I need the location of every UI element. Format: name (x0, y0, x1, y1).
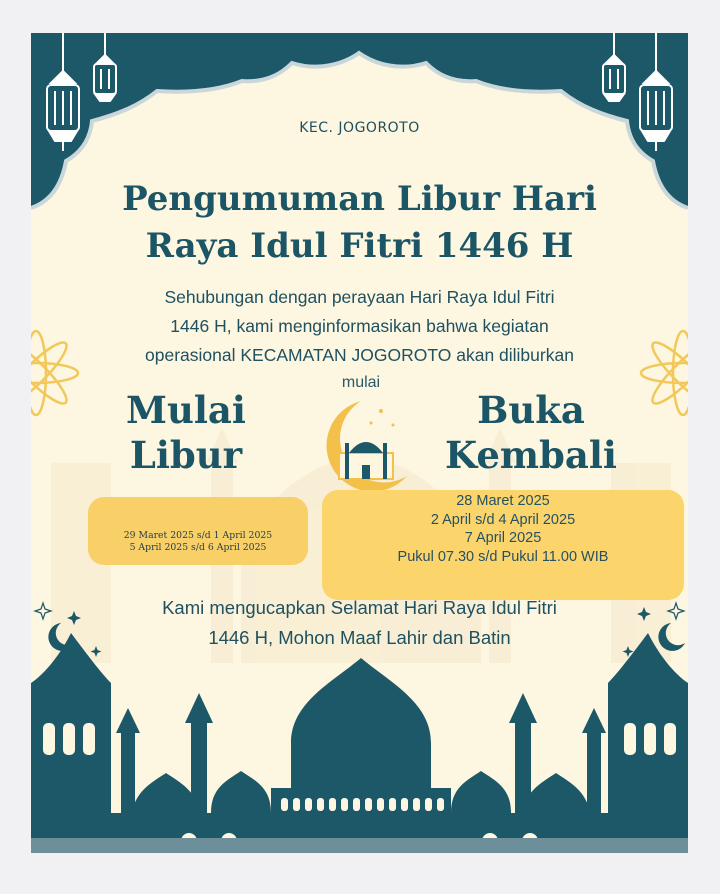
intro-paragraph (71, 283, 648, 370)
heading-line: Libur (129, 433, 243, 477)
date-line: 7 April 2025 (464, 530, 542, 546)
date-line: 29 Maret 2025 s/d 1 April 2025 (123, 530, 273, 541)
closing-line: Kami mengucapkan Selamat Hari Raya Idul Fitri (162, 597, 557, 618)
district-name: KEC. JOGOROTO (299, 120, 420, 136)
crescent-mosque-icon (327, 401, 407, 492)
lantern-icon (603, 33, 625, 101)
lantern-icon (94, 33, 116, 101)
intro-line: Sehubungan dengan perayaan Hari Raya Idul Fitri (164, 287, 555, 307)
title-line: Raya Idul Fitri 1446 H (145, 226, 574, 266)
reopen-heading (421, 388, 641, 478)
heading-line: Buka (477, 388, 585, 432)
page-title (51, 176, 668, 270)
intro-line: 1446 H, kami menginformasikan bahwa kegiatan (170, 316, 549, 336)
closing-line: 1446 H, Mohon Maaf Lahir dan Batin (208, 627, 511, 648)
date-line: 5 April 2025 s/d 6 April 2025 (129, 542, 267, 553)
title-line: Pengumuman Libur Hari (122, 179, 597, 219)
heading-line: Kembali (445, 433, 617, 477)
start-dates-list (88, 530, 308, 554)
reopen-dates-box (322, 490, 684, 600)
start-dates-box (88, 497, 308, 565)
heading-line: Mulai (126, 388, 246, 432)
mulai-label: mulai (341, 374, 381, 391)
intro-line: operasional KECAMATAN JOGOROTO akan diliburkan (145, 345, 574, 365)
start-holiday-heading (101, 388, 271, 478)
reopen-dates-list (322, 492, 684, 566)
date-line: 28 Maret 2025 (456, 493, 550, 509)
date-line: 2 April s/d 4 April 2025 (430, 511, 576, 528)
time-line: Pukul 07.30 s/d Pukul 11.00 WIB (397, 548, 609, 565)
flower-ornament-icon (641, 331, 688, 415)
closing-greeting (71, 593, 648, 653)
announcement-poster (31, 33, 688, 853)
